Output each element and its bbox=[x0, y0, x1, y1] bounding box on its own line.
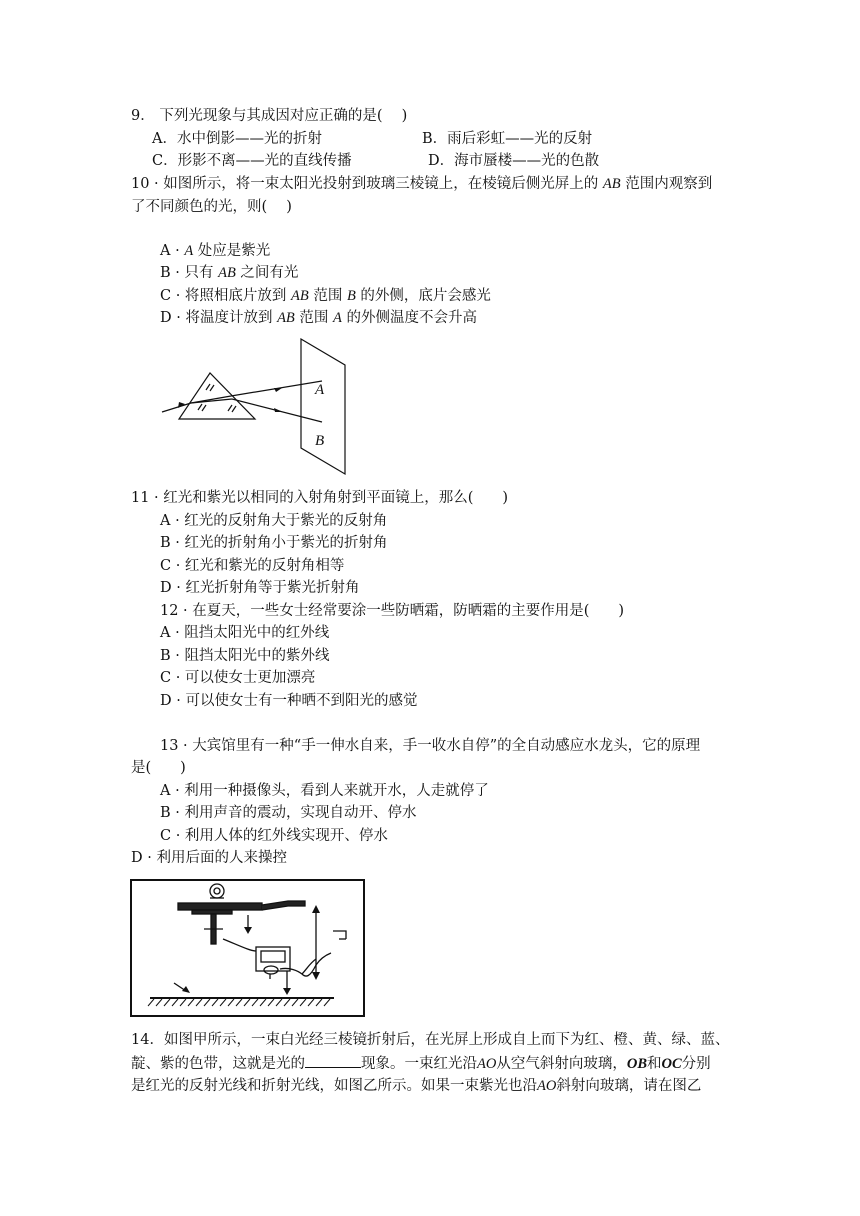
label-a: A bbox=[315, 382, 325, 398]
q10-option-d-var1: AB bbox=[277, 310, 295, 326]
q10-option-d-mid: 范围 bbox=[294, 310, 333, 326]
q10-option-d-prefix: D · 将温度计放到 bbox=[160, 310, 278, 326]
q14-line2-var-ob: OB bbox=[626, 1056, 647, 1072]
q12-option-b: B · 阻挡太阳光中的紫外线 bbox=[160, 648, 330, 664]
q10-option-a-var: A bbox=[184, 243, 194, 259]
q11-option-d: D · 红光折射角等于紫光折射角 bbox=[160, 580, 360, 596]
q13-stem-line1: 13 · 大宾馆里有一种“手一伸水自来，手一收水自停”的全自动感应水龙头，它的原理 bbox=[160, 738, 701, 754]
q14-line3 bbox=[131, 1076, 701, 1096]
q13-option-b: B · 利用声音的震动，实现自动开、停水 bbox=[160, 805, 417, 821]
q10-option-a bbox=[160, 241, 270, 261]
q14-line2-text-d: 和 bbox=[647, 1056, 662, 1072]
q10-stem-text-a: 10 · 如图所示，将一束太阳光投射到玻璃三棱镜上，在棱镜后侧光屏上的 bbox=[131, 176, 599, 192]
q10-option-b-prefix: B · 只有 bbox=[160, 265, 219, 281]
q10-option-d-var2: A bbox=[333, 310, 342, 326]
q14-line3-text-b: 斜射向玻璃，请在图乙 bbox=[556, 1078, 702, 1094]
q12-option-d: D · 可以使女士有一种晒不到阳光的感觉 bbox=[160, 693, 418, 709]
q10-option-b-var: AB bbox=[218, 265, 236, 281]
q10-option-c-rest: 的外侧，底片会感光 bbox=[355, 288, 491, 304]
q14-line2-var-oc: OC bbox=[661, 1056, 682, 1072]
q10-option-c bbox=[160, 286, 491, 306]
q10-option-d bbox=[160, 308, 477, 328]
q9-option-c: C．形影不离——光的直线传播 bbox=[152, 153, 352, 169]
q10-option-c-var2: B bbox=[346, 288, 356, 304]
q10-option-b bbox=[160, 263, 298, 283]
q14-line2 bbox=[131, 1053, 711, 1074]
q14-line2-text-a: 靛、紫的色带，这就是光的 bbox=[131, 1056, 305, 1072]
q10-option-c-var1: AB bbox=[291, 288, 309, 304]
q11-stem: 11 · 红光和紫光以相同的入射角射到平面镜上，那么( ) bbox=[131, 490, 509, 506]
q10-stem-line2: 了不同颜色的光，则( ) bbox=[131, 199, 292, 215]
q10-stem-line1 bbox=[131, 174, 712, 194]
q12-option-c: C · 可以使女士更加漂亮 bbox=[160, 670, 316, 686]
label-b: B bbox=[315, 433, 325, 449]
q10-option-c-prefix: C · 将照相底片放到 bbox=[160, 288, 292, 304]
q11-option-b: B · 红光的折射角小于紫光的折射角 bbox=[160, 535, 388, 551]
q11-option-a: A · 红光的反射角大于紫光的反射角 bbox=[160, 513, 388, 529]
q10-stem-var-ab: AB bbox=[602, 176, 621, 192]
q11-option-c: C · 红光和紫光的反射角相等 bbox=[160, 558, 345, 574]
sensor-faucet-figure bbox=[130, 879, 366, 1019]
q14-line2-text-c: 从空气斜射向玻璃， bbox=[496, 1056, 627, 1072]
q14-line3-var-ao: AO bbox=[537, 1078, 557, 1094]
q10-stem-text-b: 范围内观察到 bbox=[625, 176, 713, 192]
q14-line2-text-b: 现象。一束红光沿 bbox=[361, 1056, 477, 1072]
q14-line3-text-a: 是红光的反射光线和折射光线，如图乙所示。如果一束紫光也沿 bbox=[131, 1078, 537, 1094]
q14-line2-var-ao: AO bbox=[477, 1056, 497, 1072]
q10-option-d-rest: 的外侧温度不会升高 bbox=[341, 310, 477, 326]
q13-option-c: C · 利用人体的红外线实现开、停水 bbox=[160, 828, 388, 844]
q12-option-a: A · 阻挡太阳光中的红外线 bbox=[160, 625, 330, 641]
q10-option-a-rest: 处应是紫光 bbox=[193, 243, 271, 259]
q9-option-b: B．雨后彩虹——光的反射 bbox=[422, 131, 593, 147]
q13-option-d: D · 利用后面的人来操控 bbox=[131, 850, 287, 866]
q9-stem: 9． 下列光现象与其成因对应正确的是( ) bbox=[131, 108, 408, 124]
q9-option-d: D．海市蜃楼——光的色散 bbox=[428, 153, 600, 169]
prism-shape bbox=[179, 373, 255, 419]
answer-blank[interactable] bbox=[305, 1053, 361, 1068]
q12-stem: 12 · 在夏天，一些女士经常要涂一些防晒霜，防晒霜的主要作用是( ) bbox=[160, 603, 625, 619]
q14-line1: 14．如图甲所示，一束白光经三棱镜折射后，在光屏上形成自上而下为红、橙、黄、绿、蓝、 bbox=[131, 1032, 730, 1048]
q13-option-a: A · 利用一种摄像头，看到人来就开水，人走就停了 bbox=[160, 783, 489, 799]
q10-option-c-mid: 范围 bbox=[308, 288, 347, 304]
q10-option-b-rest: 之间有光 bbox=[235, 265, 299, 281]
q10-option-a-prefix: A · bbox=[160, 243, 185, 259]
q9-option-a: A．水中倒影——光的折射 bbox=[152, 131, 322, 147]
light-screen bbox=[301, 339, 345, 474]
q13-stem-line2: 是( ) bbox=[131, 760, 186, 776]
figure-border bbox=[131, 880, 364, 1016]
q14-line2-text-e: 分别 bbox=[681, 1056, 711, 1072]
prism-dispersion-figure bbox=[155, 333, 355, 478]
